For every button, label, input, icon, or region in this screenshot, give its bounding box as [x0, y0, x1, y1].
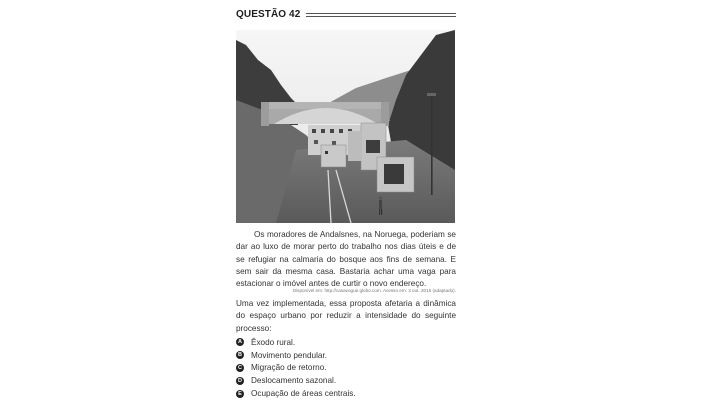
- question-title: QUESTÃO 42: [236, 9, 301, 20]
- photo-image-icon: [236, 30, 455, 223]
- option-b[interactable]: [236, 349, 456, 362]
- source-citation: Disponível em: http://casavogue.globo.com. Acesso em: 3 out. 2015 (adaptado).: [292, 288, 456, 293]
- question-header: [236, 8, 456, 22]
- option-a-marker-icon: A: [236, 338, 244, 346]
- question-photo: [236, 30, 455, 223]
- option-d-marker-icon: D: [236, 377, 244, 385]
- option-c-marker-icon: C: [236, 364, 244, 372]
- option-d[interactable]: [236, 374, 456, 387]
- option-e[interactable]: [236, 387, 456, 400]
- option-d-text: Deslocamento sazonal.: [251, 376, 337, 386]
- option-c-text: Migração de retorno.: [251, 363, 327, 373]
- option-e-marker-icon: E: [236, 390, 244, 398]
- option-e-text: Ocupação de áreas centrais.: [251, 389, 356, 399]
- question-prompt: Uma vez implementada, essa proposta afetaria a dinâmica do espaço urbano por reduzir a intensidade do seguinte processo:: [236, 299, 456, 333]
- support-text: [236, 229, 456, 290]
- option-a-text: Êxodo rural.: [251, 337, 296, 347]
- option-a[interactable]: [236, 336, 456, 349]
- option-b-text: Movimento pendular.: [251, 350, 328, 360]
- header-double-rule: [306, 13, 456, 17]
- answer-options: [236, 336, 456, 400]
- support-text-body: Os moradores de Andalsnes, na Noruega, poderiam se dar ao luxo de morar perto do trabalho nos dias úteis e de se refugiar na calmaria do bosque aos fins de semana. E sem sair da mesma casa. Bastaria achar uma vaga para estacionar o imóvel antes de curtir o novo endereço.: [236, 230, 456, 289]
- option-c[interactable]: [236, 362, 456, 375]
- option-b-marker-icon: B: [236, 351, 244, 359]
